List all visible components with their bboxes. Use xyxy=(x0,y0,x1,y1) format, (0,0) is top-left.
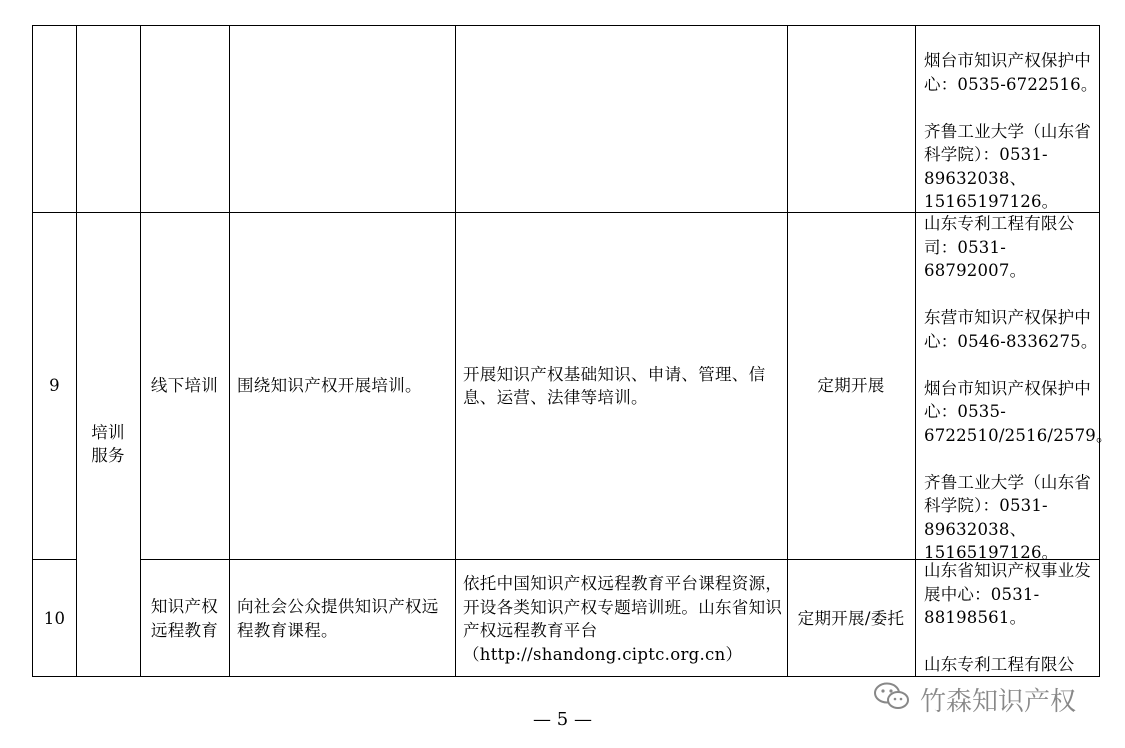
contact-cell xyxy=(924,49,1104,214)
services-table xyxy=(32,25,1113,677)
service-frequency: 定期开展/委托 xyxy=(797,608,905,628)
contact-entry: 山东专利工程有限公 xyxy=(924,655,1075,674)
service-description: 向社会公众提供知识产权远程教育课程。 xyxy=(237,597,439,640)
column-divider xyxy=(76,26,77,677)
contact-entry: 齐鲁工业大学（山东省科学院）：0531-89632038、15165197126。 xyxy=(924,121,1091,211)
service-name: 知识产权远程教育 xyxy=(150,597,219,640)
contact-entry: 烟台市知识产权保护中心：0535-6722516。 xyxy=(924,51,1098,94)
contact-entry: 山东专利工程有限公司：0531-68792007。 xyxy=(924,214,1075,280)
row-index: 10 xyxy=(43,608,66,628)
service-content: 依托中国知识产权远程教育平台课程资源，开设各类知识产权专题培训班。山东省知识产权远程教育平台（http://shandong.ciptc.org.cn） xyxy=(463,574,783,664)
column-divider xyxy=(455,26,456,677)
service-name: 线下培训 xyxy=(150,376,219,396)
row-index: 9 xyxy=(49,376,60,396)
page-number: — 5 — xyxy=(533,709,592,730)
contact-cell xyxy=(924,559,1104,677)
contact-entry: 东营市知识产权保护中心：0546-8336275。 xyxy=(924,308,1098,351)
watermark-text: 竹森知识产权 xyxy=(920,686,1077,717)
service-content: 开展知识产权基础知识、申请、管理、信息、运营、法律等培训。 xyxy=(463,364,766,407)
contact-entry: 烟台市知识产权保护中心：0535-6722510/2516/2579。 xyxy=(924,378,1113,445)
contact-cell xyxy=(924,212,1113,565)
service-frequency: 定期开展 xyxy=(817,376,885,396)
column-divider xyxy=(915,26,916,677)
column-divider xyxy=(229,26,230,677)
contact-entry: 山东省知识产权事业发展中心：0531-88198561。 xyxy=(924,561,1091,627)
contact-entry: 齐鲁工业大学（山东省科学院）：0531-89632038、15165197126。 xyxy=(924,472,1091,562)
service-description: 围绕知识产权开展培训。 xyxy=(237,376,422,396)
service-group-label: 培训服务 xyxy=(91,422,125,465)
